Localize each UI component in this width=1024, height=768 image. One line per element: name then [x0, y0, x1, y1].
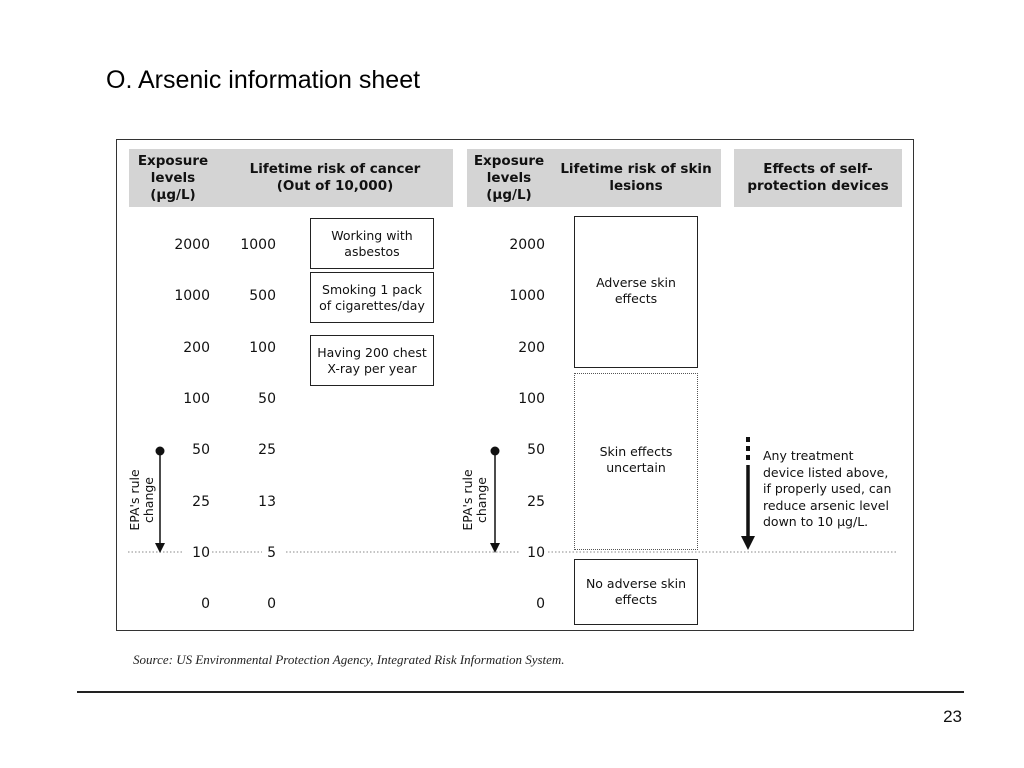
comparison-box-xray: Having 200 chest X-ray per year [310, 335, 434, 386]
skin-exposure-value: 100 [518, 391, 545, 407]
skin-exposure-value: 0 [536, 596, 545, 612]
cancer-risk-value: 50 [258, 391, 276, 407]
header-skin-risk: Lifetime risk of skin lesions [551, 149, 721, 207]
cancer-exposure-value: 25 [192, 494, 210, 510]
cancer-risk-value: 1000 [240, 237, 276, 253]
cancer-risk-value: 5 [267, 545, 276, 561]
header-exposure-cancer: Exposure levels (µg/L) [129, 149, 217, 207]
skin-exposure-value: 1000 [509, 288, 545, 304]
comparison-box-smoking: Smoking 1 pack of cigarettes/day [310, 272, 434, 323]
cancer-exposure-value: 200 [183, 340, 210, 356]
header-cancer-risk: Lifetime risk of cancer (Out of 10,000) [217, 149, 453, 207]
cancer-exposure-value: 100 [183, 391, 210, 407]
epa-rule-change-label: EPA's rule change [127, 469, 156, 531]
cancer-risk-value: 0 [267, 596, 276, 612]
skin-exposure-value: 50 [527, 442, 545, 458]
slide-title: O. Arsenic information sheet [106, 66, 421, 94]
cancer-exposure-value: 2000 [174, 237, 210, 253]
skin-exposure-value: 25 [527, 494, 545, 510]
page-number: 23 [943, 707, 962, 726]
skin-box-uncertain: Skin effects uncertain [574, 373, 698, 550]
comparison-box-asbestos: Working with asbestos [310, 218, 434, 269]
cancer-risk-value: 500 [249, 288, 276, 304]
skin-box-no-adverse: No adverse skin effects [574, 559, 698, 625]
skin-box-adverse: Adverse skin effects [574, 216, 698, 368]
skin-exposure-value: 200 [518, 340, 545, 356]
cancer-risk-value: 25 [258, 442, 276, 458]
cancer-risk-value: 100 [249, 340, 276, 356]
footer-divider [77, 691, 964, 693]
self-protection-note: Any treatment device listed above, if properly used, can reduce arsenic level down to 10 µg/L. [763, 448, 892, 529]
epa-rule-change-label: EPA's rule change [460, 469, 489, 531]
skin-exposure-value: 10 [527, 545, 545, 561]
cancer-risk-value: 13 [258, 494, 276, 510]
cancer-exposure-value: 50 [192, 442, 210, 458]
cancer-exposure-value: 1000 [174, 288, 210, 304]
skin-exposure-value: 2000 [509, 237, 545, 253]
cancer-exposure-value: 10 [192, 545, 210, 561]
source-citation: Source: US Environmental Protection Agency, Integrated Risk Information System. [133, 652, 565, 667]
header-exposure-skin: Exposure levels (µg/L) [467, 149, 551, 207]
cancer-exposure-value: 0 [201, 596, 210, 612]
header-self-protection: Effects of self- protection devices [734, 149, 902, 207]
